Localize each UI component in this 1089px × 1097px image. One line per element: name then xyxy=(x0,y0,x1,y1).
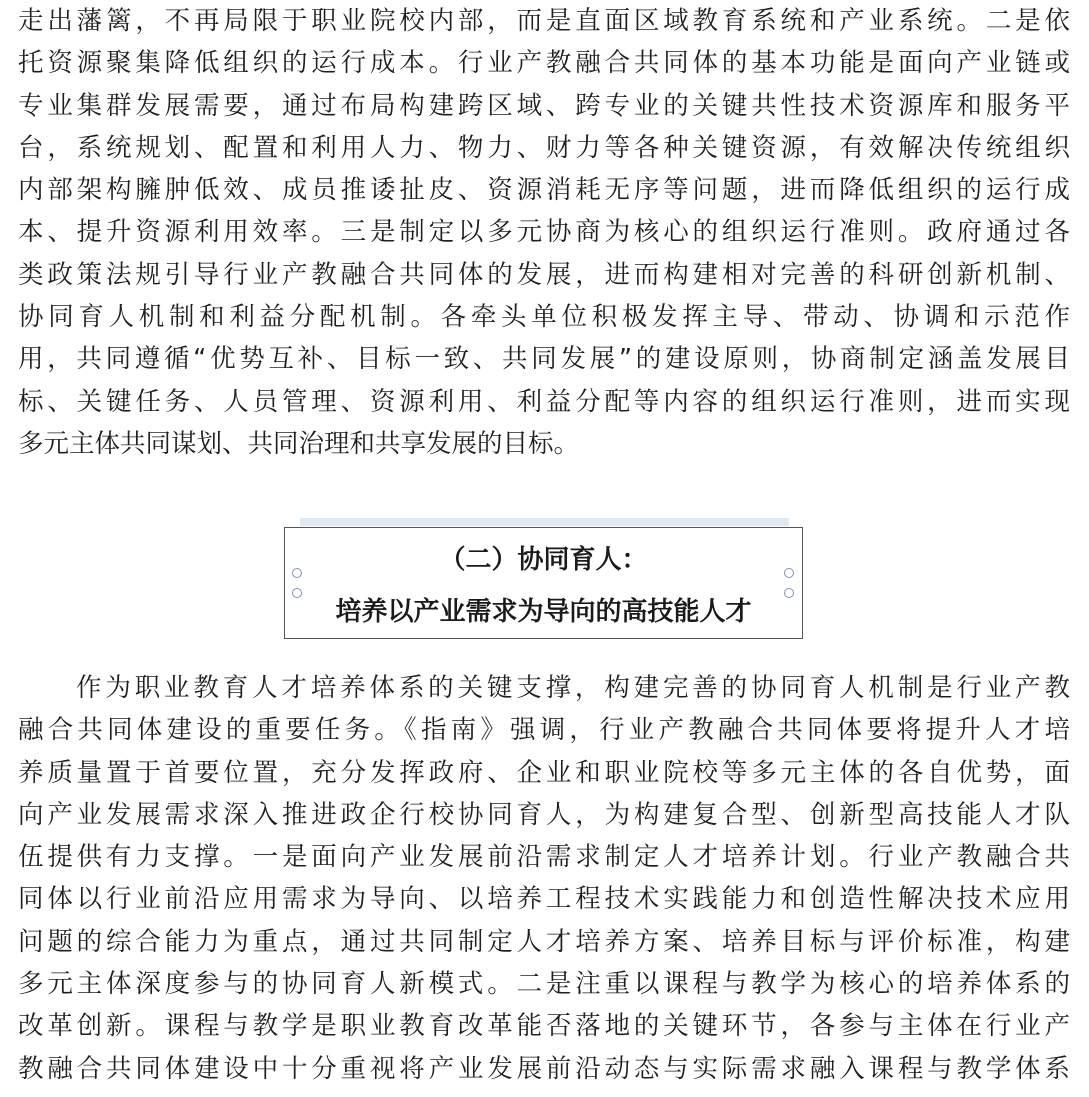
text-line: 托资源聚集降低组织的运行成本。行业产教融合共同体的基本功能是面向产业链或 xyxy=(18,48,1070,79)
text-line-indented: 作为职业教育人才培养体系的关键支撑，构建完善的协同育人机制是行业产教 xyxy=(76,673,1070,703)
text-line: 融合共同体建设的重要任务。《指南》强调，行业产教融合共同体要将提升人才培 xyxy=(18,715,1070,746)
right-bottom-dot-icon xyxy=(784,588,794,598)
body-paragraph-1 xyxy=(18,0,1070,465)
right-top-dot-icon xyxy=(784,568,794,578)
section-heading-line-2: 培养以产业需求为导向的高技能人才 xyxy=(335,597,752,627)
left-bottom-dot-icon xyxy=(292,588,302,598)
text-line: 专业集群发展需要，通过布局构建跨区域、跨专业的关键共性技术资源库和服务平 xyxy=(18,90,1070,121)
text-line: 协同育人机制和利益分配机制。各牵头单位积极发挥主导、带动、协调和示范作 xyxy=(18,302,1070,333)
text-line: 多元主体共同谋划、共同治理和共享发展的目标。 xyxy=(18,428,580,459)
text-line: 用，共同遵循“优势互补、目标一致、共同发展”的建设原则，协商制定涵盖发展目 xyxy=(18,344,1070,375)
text-line: 改革创新。课程与教学是职业教育改革能否落地的关键环节，各参与主体在行业产 xyxy=(18,1011,1070,1042)
text-line: 伍提供有力支撑。一是面向产业发展前沿需求制定人才培养计划。行业产教融合共 xyxy=(18,842,1070,873)
text-line: 走出藩篱，不再局限于职业院校内部，而是直面区域教育系统和产业系统。二是依 xyxy=(18,6,1070,36)
text-line: 养质量置于首要位置，充分发挥政府、企业和职业院校等多元主体的各自优势，面 xyxy=(18,757,1070,788)
text-line: 标、关键任务、人员管理、资源利用、利益分配等内容的组织运行准则，进而实现 xyxy=(18,386,1070,417)
left-top-dot-icon xyxy=(292,568,302,578)
text-line: 类政策法规引导行业产教融合共同体的发展，进而构建相对完善的科研创新机制、 xyxy=(18,259,1070,290)
body-paragraph-2 xyxy=(18,667,1070,1090)
text-line: 向产业发展需求深入推进政企行校协同育人，为构建复合型、创新型高技能人才队 xyxy=(18,799,1070,830)
text-line: 多元主体深度参与的协同育人新模式。二是注重以课程与教学为核心的培养体系的 xyxy=(18,969,1070,1000)
section-heading xyxy=(284,522,803,639)
text-line: 本、提升资源利用效率。三是制定以多元协商为核心的组织运行准则。政府通过各 xyxy=(18,217,1070,248)
text-line: 台，系统规划、配置和利用人力、物力、财力等各种关键资源，有效解决传统组织 xyxy=(18,132,1070,163)
section-heading-line-1: （二）协同育人： xyxy=(439,545,648,575)
text-line: 内部架构臃肿低效、成员推诿扯皮、资源消耗无序等问题，进而降低组织的运行成 xyxy=(18,175,1070,206)
text-line: 同体以行业前沿应用需求为导向、以培养工程技术实践能力和创造性解决技术应用 xyxy=(18,884,1070,915)
heading-highlight-bar xyxy=(300,518,789,526)
text-line: 教融合共同体建设中十分重视将产业发展前沿动态与实际需求融入课程与教学体系 xyxy=(18,1053,1070,1084)
text-line: 问题的综合能力为重点，通过共同制定人才培养方案、培养目标与评价标准，构建 xyxy=(18,926,1070,957)
